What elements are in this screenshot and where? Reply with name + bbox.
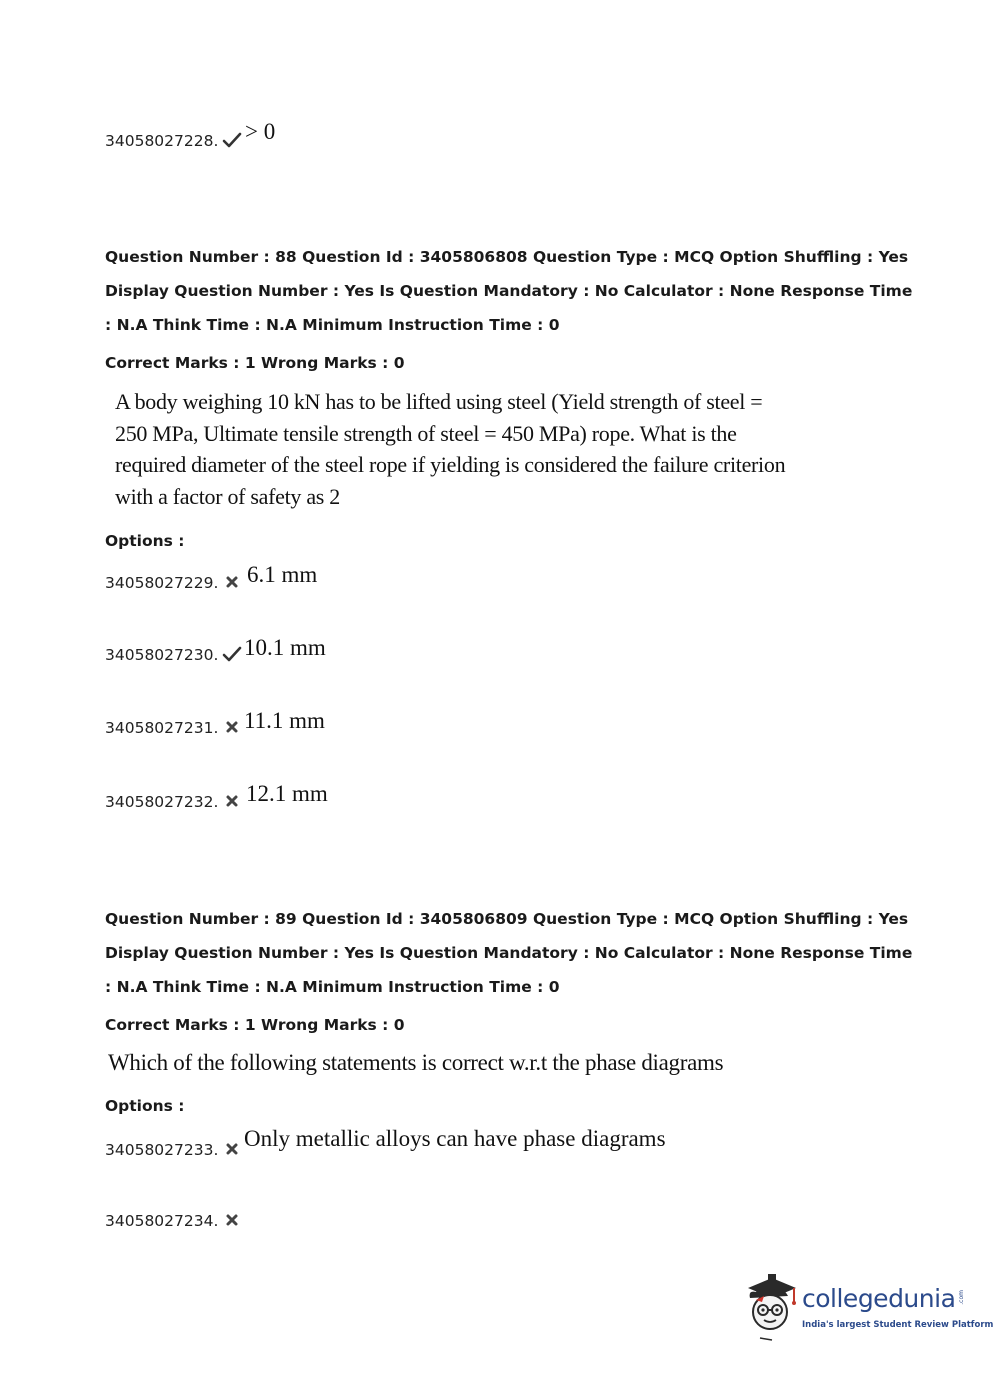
option-text: 10.1 mm [244,635,326,660]
option-text: 11.1 mm [244,708,325,733]
question-meta-line: : N.A Think Time : N.A Minimum Instruction Time : 0 [105,316,560,334]
cross-icon [225,1212,239,1231]
cross-icon [225,1141,239,1160]
question-meta-line: Display Question Number : Yes Is Question Mandatory : No Calculator : None Response Time [105,944,913,962]
option-id: 34058027231. [105,719,219,737]
logo-suffix: .com [958,1290,965,1305]
question-meta-line: : N.A Think Time : N.A Minimum Instruction Time : 0 [105,978,560,996]
question-text-line: A body weighing 10 kN has to be lifted using steel (Yield strength of steel = [115,389,763,414]
option-id: 34058027232. [105,793,219,811]
question-text [115,386,786,512]
question-text-line: Which of the following statements is correct w.r.t the phase diagrams [108,1050,724,1075]
question-text-line: with a factor of safety as 2 [115,483,340,509]
option-id: 34058027229. [105,574,219,592]
option-id: 34058027230. [105,646,219,664]
question-meta-line: Display Question Number : Yes Is Question Mandatory : No Calculator : None Response Time [105,282,913,300]
option-text: > 0 [245,119,276,144]
options-label: Options : [105,1097,185,1115]
check-icon [222,131,242,153]
marks-line: Correct Marks : 1 Wrong Marks : 0 [105,354,405,372]
question-meta-line: Question Number : 88 Question Id : 3405806808 Question Type : MCQ Option Shuffling : Yes [105,248,909,266]
collegedunia-logo [742,1270,994,1345]
logo-tagline: India's largest Student Review Platform [802,1320,994,1330]
check-icon [222,645,242,667]
options-label: Options : [105,532,185,550]
option-id: 34058027234. [105,1212,219,1230]
option-id: 34058027233. [105,1141,219,1159]
logo-name: collegedunia [802,1284,956,1313]
option-text: 6.1 mm [247,562,318,587]
question-meta-line: Question Number : 89 Question Id : 3405806809 Question Type : MCQ Option Shuffling : Yes [105,910,909,928]
question-text-line: 250 MPa, Ultimate tensile strength of steel = 450 MPa) rope. What is the [115,420,737,446]
marks-line: Correct Marks : 1 Wrong Marks : 0 [105,1016,405,1034]
question-text [108,1047,748,1079]
option-text: 12.1 mm [246,781,328,806]
cross-icon [225,719,239,738]
question-text-line: required diameter of the steel rope if yielding is considered the failure criterion [115,452,786,477]
cross-icon [225,793,239,812]
option-id: 34058027228. [105,132,219,150]
mascot-icon [742,1272,800,1346]
option-text: Only metallic alloys can have phase diagrams [244,1126,666,1151]
cross-icon [225,574,239,593]
